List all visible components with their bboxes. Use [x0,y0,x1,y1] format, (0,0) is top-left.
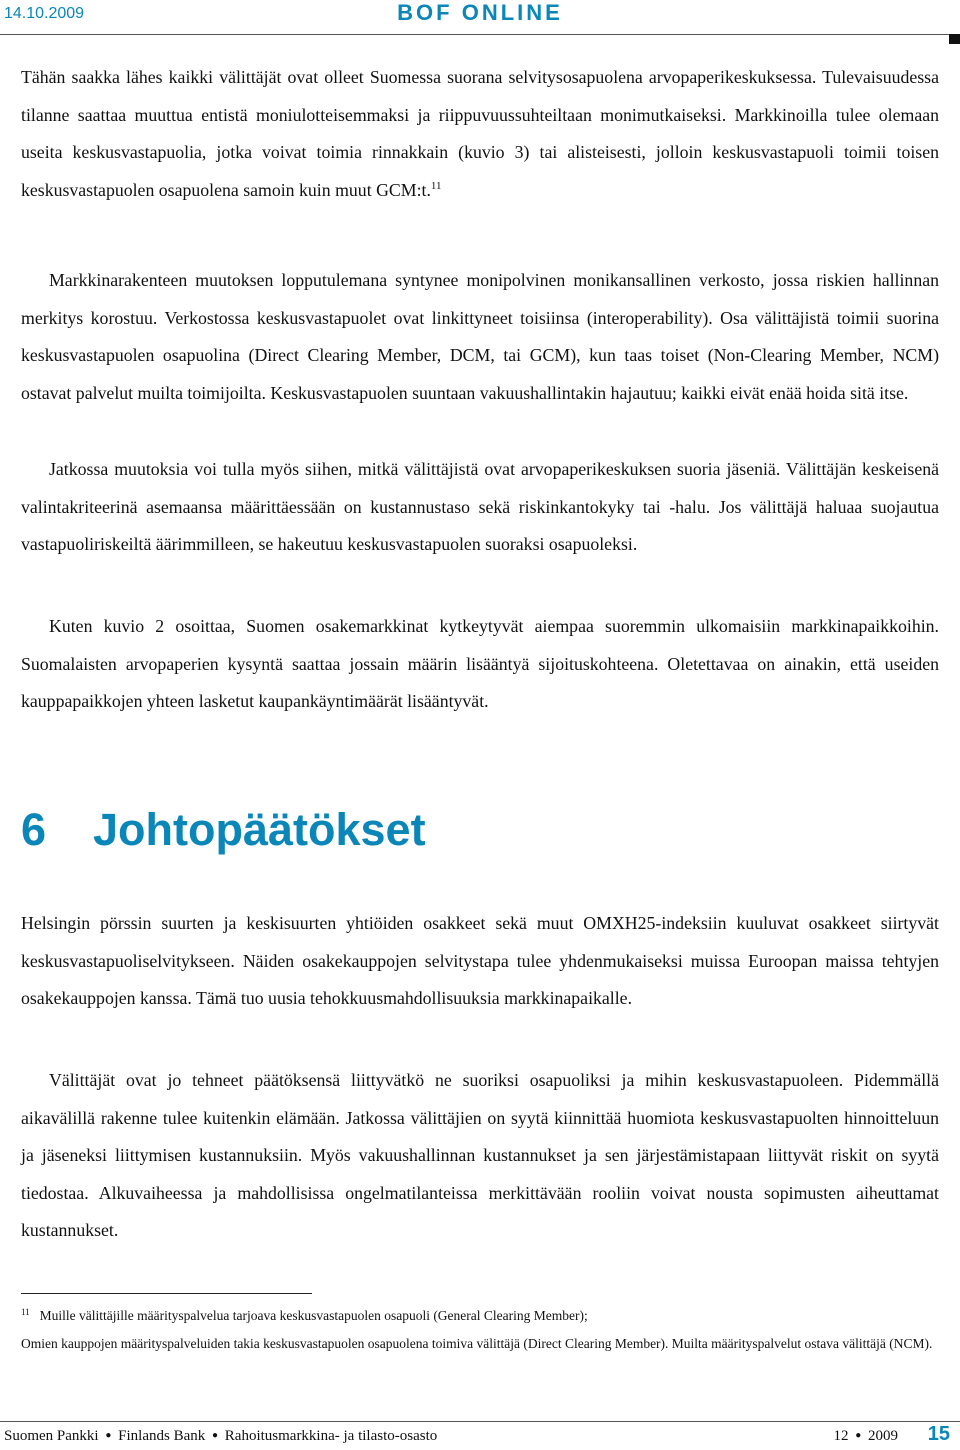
body-paragraph-4 [21,608,939,721]
section-heading [21,800,426,860]
body-paragraph-4-text: Kuten kuvio 2 osoittaa, Suomen osakemarkkinat kytkeytyvät aiempaa suoremmin ulkomaisiin markkinapaikkoihin. Suomalaisten arvopaperien kysyntä saattaa jossain määrin lisääntyä sijoituskohteena. Oletettavaa on ainakin, että useiden kauppapaikkojen yhteen lasketut kaupankäyntimäärät lisääntyvät. [21,616,939,711]
header-corner-block [949,34,960,44]
body-paragraph-1-text: Tähän saakka lähes kaikki välittäjät ovat olleet Suomessa suorana selvitysosapuolena arvopaperikeskuksessa. Tulevaisuudessa tilanne saattaa muuttua entistä moniulotteisemmaksi ja riippuvuussuhteiltaan monimutkaiseksi. Markkinoilla tulee olemaan useita keskusvastapuolia, jotka voivat toimia rinnakkain (kuvio 3) tai alisteisesti, jolloin keskusvastapuoli toimii toisen keskusvastapuolen osapuolena samoin kuin muut GCM:t. [21,67,939,200]
header-divider [0,34,949,35]
body-paragraph-3-text: Jatkossa muutoksia voi tulla myös siihen, mitkä välittäjistä ovat arvopaperikeskuksen suoria jäseniä. Välittäjän keskeisenä valintakriteerinä asemaansa määrittäessään on kustannustaso sekä riskinkantokyky tai -halu. Jos välittäjä haluaa suojautua vastapuoliriskeiltä äärimmilleen, se hakeutuu keskusvastapuolen suoraksi osapuoleksi. [21,459,939,554]
footnote-line-1-text: Muille välittäjille määrityspalvelua tarjoava keskusvastapuolen osapuoli (General Clearing Member); [39,1308,588,1323]
footer-year: 2009 [868,1428,898,1444]
footnote-divider [21,1293,312,1294]
footnote-number: 11 [21,1306,30,1317]
header-title: BOF ONLINE [397,0,563,25]
body-paragraph-3 [21,451,939,564]
footnote-ref[interactable]: 11 [430,179,442,192]
footer-department: Rahoitusmarkkina- ja tilasto-osasto [224,1428,438,1444]
footnote-line-2-text: Omien kauppojen määrityspalveluiden takia keskusvastapuolen osapuolena toimiva välittäjä (Direct Clearing Member). Muilta määrityspalvelut ostava välittäjä (NCM). [21,1336,933,1351]
section-paragraph-2 [21,1062,939,1250]
footer-divider [0,1421,960,1422]
body-paragraph-2-text: Markkinarakenteen muutoksen lopputulemana syntynee monipolvinen monikansallinen verkosto, jossa riskien hallinnan merkitys korostuu. Verkostossa keskusvastapuolet ovat linkittyneet toisiinsa (interoperability). Osa välittäjistä toimii suorina keskusvastapuolen osapuolina (Direct Clearing Member, DCM, tai GCM), kun taas toiset (Non-Clearing Member, NCM) ostavat palvelut muilta toimijoilta. Keskusvastapuolen suuntaan vakuushallintakin hajautuu; kaikki eivät enää hoida sitä itse. [21,270,939,403]
footnote-line-1 [21,1302,941,1329]
section-paragraph-2-text: Välittäjät ovat jo tehneet päätöksensä liittyvätkö ne suoriksi osapuoliksi ja mihin keskusvastapuoleen. Pidemmällä aikavälillä rakenne tulee kuitenkin elämään. Jatkossa välittäjien on syytä kiinnittää huomiota keskusvastapuolten hinnoitteluun ja jäseneksi liittymisen kustannuksiin. Myös vakuushallinnan kustannukset ja sen järjestämistapaan liittyvät riskit on syytä tiedostaa. Alkuvaiheessa ja mahdollisissa ongelmatilanteissa merkittävään rooliin voivat nousta sopimusten aiheuttamat kustannukset. [21,1070,939,1240]
section-number: 6 [21,804,47,855]
section-title: Johtopäätökset [93,804,426,855]
footer-org-1: Suomen Pankki [4,1428,99,1444]
page-number: 15 [927,1423,950,1445]
body-paragraph-1 [21,59,939,209]
header-date: 14.10.2009 [4,5,85,22]
bullet-icon: ● [211,1430,219,1441]
footnote-line-2 [21,1330,941,1357]
section-paragraph-1-text: Helsingin pörssin suurten ja keskisuurten yhtiöiden osakkeet sekä muut OMXH25-indeksiin kuuluvat osakkeet siirtyvät keskusvastapuoliselvitykseen. Näiden osakekauppojen selvitystapa tulee yhdenmukaiseksi muissa Euroopan maissa tehtyjen osakekauppojen kanssa. Tämä tuo uusia tehokkuusmahdollisuuksia markkinapaikalle. [21,913,939,1008]
footer-left [4,1428,437,1445]
body-paragraph-2 [21,262,939,412]
footer-org-2: Finlands Bank [118,1428,206,1444]
footer-issue-number: 12 [833,1428,849,1444]
section-paragraph-1 [21,905,939,1018]
footer-issue [833,1428,898,1445]
bullet-icon: ● [855,1430,862,1441]
bullet-icon: ● [105,1430,112,1441]
